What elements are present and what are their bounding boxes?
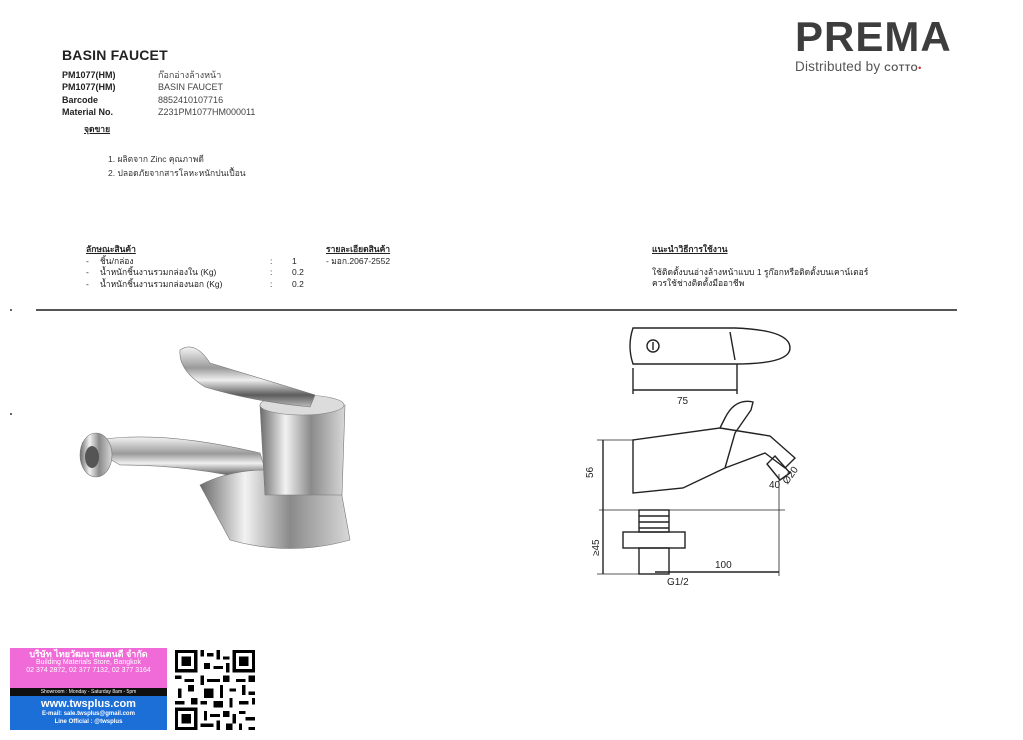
packaging-heading: ลักษณะสินค้า	[86, 244, 136, 254]
usage-line: ใช้ติดตั้งบนอ่างล้างหน้าแบบ 1 รูก๊อกหรือติดตั้งบนเคาน์เตอร์	[652, 266, 869, 277]
banner-website-link[interactable]: www.twsplus.com	[41, 698, 136, 710]
technical-drawing	[575, 318, 815, 588]
features-heading: จุดขาย	[84, 123, 111, 134]
logo-tagline: Distributed by COTTO•	[795, 59, 922, 74]
features-list	[108, 152, 246, 180]
banner-hours: Showroom : Monday - Saturday 8am - 5pm	[10, 688, 167, 696]
banner-phones: 02 374 2872, 02 377 7132, 02 377 3164	[26, 667, 151, 674]
standards-section	[326, 244, 390, 267]
dim-spout-angle: 40	[769, 480, 781, 491]
qr-code[interactable]	[175, 650, 255, 730]
feature-item: 2. ปลอดภัยจากสารโลหะหนักปนเปื้อน	[108, 168, 246, 178]
dim-top-width: 75	[677, 396, 689, 407]
section-divider	[36, 309, 957, 311]
dim-height: 56	[585, 466, 596, 478]
margin-dot	[10, 413, 12, 415]
banner-company: บริษัท ไทยวัฒนาสแตนดี จำกัด	[29, 649, 148, 659]
dim-thread: G1/2	[667, 577, 689, 588]
standard-item: - มอก.2067-2552	[326, 255, 391, 266]
banner-line[interactable]: Line Official : @twsplus	[54, 718, 123, 725]
packaging-row: - น้ำหนักชิ้นงานรวมกล่องใน (Kg) : 0.2	[86, 267, 304, 277]
spec-row: Barcode 8852410107716	[62, 94, 224, 105]
packaging-row: - ชิ้น/กล่อง : 1	[86, 255, 297, 266]
standards-heading: รายละเอียดสินค้า	[326, 244, 391, 254]
store-banner	[10, 648, 167, 730]
packaging-section	[86, 244, 304, 290]
banner-email[interactable]: E-mail: sale.twsplus@gmail.com	[42, 711, 135, 717]
prema-logo	[795, 13, 952, 74]
spec-row: PM1077(HM) BASIN FAUCET	[62, 82, 224, 93]
feature-item: 1. ผลิตจาก Zinc คุณภาพดี	[108, 154, 204, 164]
margin-dot	[10, 309, 12, 311]
spec-row: Material No. Z231PM1077HM000011	[62, 107, 256, 118]
spec-table	[62, 69, 255, 135]
packaging-row: - น้ำหนักชิ้นงานรวมกล่องนอก (Kg) : 0.2	[86, 278, 304, 289]
banner-bottom	[10, 696, 167, 730]
usage-line: ควรใช้ช่างติดตั้งมืออาชีพ	[652, 278, 745, 288]
spec-row: PM1077(HM) ก๊อกอ่างล้างหน้า	[62, 70, 222, 80]
product-title: BASIN FAUCET	[62, 47, 168, 63]
faucet-photo	[60, 335, 360, 555]
banner-top	[10, 648, 167, 688]
dim-spout-diameter: Ø20	[781, 464, 801, 487]
usage-section	[652, 244, 868, 290]
banner-subtitle: Building Materials Store, Bangkok	[35, 658, 142, 666]
logo-wordmark: PREMA	[795, 13, 952, 60]
dim-deck-thickness: ≥45	[591, 539, 602, 556]
usage-heading: แนะนำวิธีการใช้งาน	[652, 244, 728, 254]
dim-reach: 100	[715, 560, 732, 571]
